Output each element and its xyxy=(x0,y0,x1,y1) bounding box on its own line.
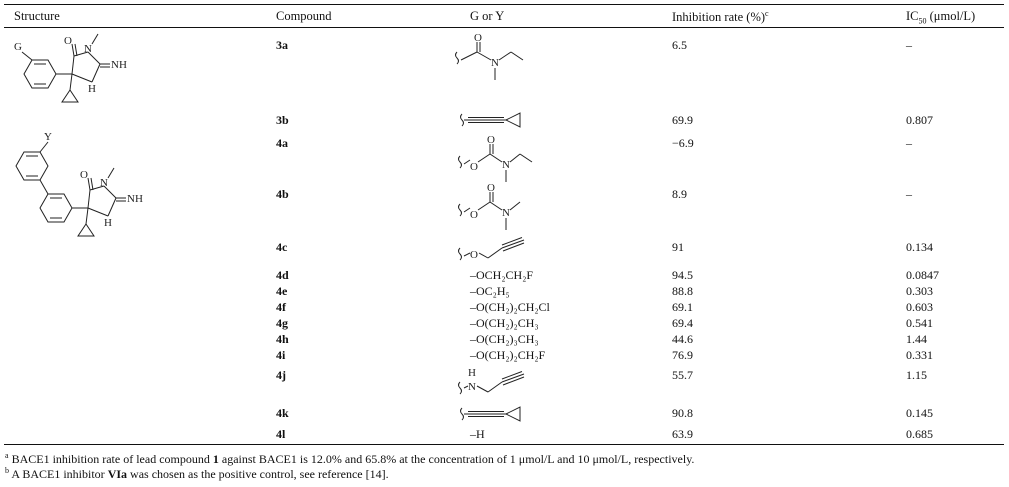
row-4l-ic50: 0.685 xyxy=(906,427,933,441)
svg-text:O: O xyxy=(474,32,482,44)
row-4f-compound: 4f xyxy=(276,300,286,314)
row-4j-compound: 4j xyxy=(276,368,286,382)
row-3b-compound: 3b xyxy=(276,113,289,127)
row-4e-ic50: 0.303 xyxy=(906,284,933,298)
scaffold-4-h-label: H xyxy=(104,217,112,229)
row-4l-compound: 4l xyxy=(276,427,286,441)
row-4h-group: –O(CH₂)₃CH₃ xyxy=(470,332,539,346)
row-4g-group: –O(CH₂)₂CH₃ xyxy=(470,316,539,330)
scaffold-3-h-label: H xyxy=(88,83,96,95)
attachment-wavy-icon xyxy=(461,408,464,420)
attachment-wavy-icon xyxy=(459,248,462,260)
row-4d-ic50: 0.0847 xyxy=(906,268,939,282)
svg-text:N: N xyxy=(468,381,476,393)
row-4d-inhibition: 94.5 xyxy=(672,268,693,282)
row-4b-inhibition: 8.9 xyxy=(672,187,687,201)
scaffold-3-o-label: O xyxy=(64,35,72,47)
row-4i-inhibition: 76.9 xyxy=(672,348,693,362)
row-4h-ic50: 1.44 xyxy=(906,332,927,346)
group-4c-structure xyxy=(458,236,538,264)
scaffold-3-cyclopropyl xyxy=(62,90,78,102)
row-4j-inhibition: 55.7 xyxy=(672,368,693,382)
scaffold-4-cyclopropyl xyxy=(78,224,94,236)
svg-text:O: O xyxy=(470,209,478,221)
scaffold-3-nh-label: NH xyxy=(111,59,127,71)
row-3b-inhibition: 69.9 xyxy=(672,113,693,127)
row-4i-ic50: 0.331 xyxy=(906,348,933,362)
attachment-wavy-icon xyxy=(461,114,464,126)
header-structure: Structure xyxy=(14,9,60,23)
top-rule xyxy=(4,4,1004,5)
attachment-wavy-icon xyxy=(459,204,462,216)
row-4e-compound: 4e xyxy=(276,284,288,298)
attachment-wavy-icon xyxy=(459,156,462,168)
svg-text:O: O xyxy=(470,249,478,261)
row-3b-ic50: 0.807 xyxy=(906,113,933,127)
svg-text:N: N xyxy=(502,159,510,171)
row-4c-inhibition: 91 xyxy=(672,240,684,254)
row-4k-ic50: 0.145 xyxy=(906,406,933,420)
bottom-rule xyxy=(4,444,1004,445)
attachment-wavy-icon xyxy=(459,382,462,394)
cyclopropyl-ring xyxy=(506,113,520,127)
row-4l-group: –H xyxy=(470,427,485,441)
scaffold-4-n-label: N xyxy=(100,177,108,189)
cyclopropyl-ring xyxy=(506,407,520,421)
scaffold-4-structure xyxy=(10,128,180,238)
row-4l-inhibition: 63.9 xyxy=(672,427,693,441)
header-compound: Compound xyxy=(276,9,332,23)
svg-text:O: O xyxy=(487,134,495,146)
row-4k-compound: 4k xyxy=(276,406,289,420)
scaffold-3-structure xyxy=(10,30,150,110)
row-4b-ic50: – xyxy=(906,187,912,201)
row-4c-compound: 4c xyxy=(276,240,288,254)
row-4a-ic50: – xyxy=(906,136,912,150)
row-4b-compound: 4b xyxy=(276,187,289,201)
scaffold-4-y-label: Y xyxy=(44,131,52,143)
row-3a-compound: 3a xyxy=(276,38,288,52)
row-4f-inhibition: 69.1 xyxy=(672,300,693,314)
row-4f-ic50: 0.603 xyxy=(906,300,933,314)
row-4k-inhibition: 90.8 xyxy=(672,406,693,420)
row-4h-inhibition: 44.6 xyxy=(672,332,693,346)
group-4k-structure xyxy=(458,406,538,426)
group-4j-structure xyxy=(458,366,538,396)
row-4f-group: –O(CH₂)₂CH₂Cl xyxy=(470,300,550,314)
header-ic50: $IC_{50}$ (μmol/L) xyxy=(906,9,976,26)
svg-text:N: N xyxy=(502,207,510,219)
group-3a-structure xyxy=(455,32,535,86)
header-g-or-y: G or Y xyxy=(470,9,505,23)
row-4i-group: –O(CH₂)₂CH₂F xyxy=(470,348,546,362)
header-inhibition: Inhibition rate (%)$^c$ xyxy=(672,9,769,25)
attachment-wavy-icon xyxy=(456,52,459,64)
svg-text:O: O xyxy=(470,161,478,173)
group-4a-structure xyxy=(458,134,538,188)
row-4g-compound: 4g xyxy=(276,316,288,330)
svg-text:N: N xyxy=(491,57,499,69)
row-4d-group: –OCH₂CH₂F xyxy=(470,268,534,282)
row-4g-ic50: 0.541 xyxy=(906,316,933,330)
svg-text:O: O xyxy=(487,182,495,194)
row-4a-inhibition: −6.9 xyxy=(672,136,694,150)
footnote-b: $^b$ A BACE1 inhibitor VIa was chosen as the positive control, see reference [14]. xyxy=(5,466,389,481)
group-4b-structure xyxy=(458,182,538,236)
row-4a-compound: 4a xyxy=(276,136,288,150)
row-3a-ic50: – xyxy=(906,38,912,52)
row-4h-compound: 4h xyxy=(276,332,289,346)
row-4j-ic50: 1.15 xyxy=(906,368,927,382)
scaffold-3-g-label: G xyxy=(14,41,22,53)
row-4g-inhibition: 69.4 xyxy=(672,316,693,330)
footnote-a: $^a$ BACE1 inhibition rate of lead compound 1 against BACE1 is 12.0% and 65.8% at the concentration of 1 μmol/L and 10 μmol/L, respectively. xyxy=(5,451,695,466)
header-rule xyxy=(4,27,1004,28)
scaffold-4-nh-label: NH xyxy=(127,193,143,205)
row-4c-ic50: 0.134 xyxy=(906,240,933,254)
row-4e-inhibition: 88.8 xyxy=(672,284,693,298)
row-4d-compound: 4d xyxy=(276,268,289,282)
row-4e-group: –OC₂H₅ xyxy=(470,284,510,298)
svg-text:H: H xyxy=(468,367,476,379)
group-3b-structure xyxy=(458,112,538,132)
scaffold-3-n-label: N xyxy=(84,43,92,55)
row-4i-compound: 4i xyxy=(276,348,286,362)
scaffold-4-o-label: O xyxy=(80,169,88,181)
row-3a-inhibition: 6.5 xyxy=(672,38,687,52)
